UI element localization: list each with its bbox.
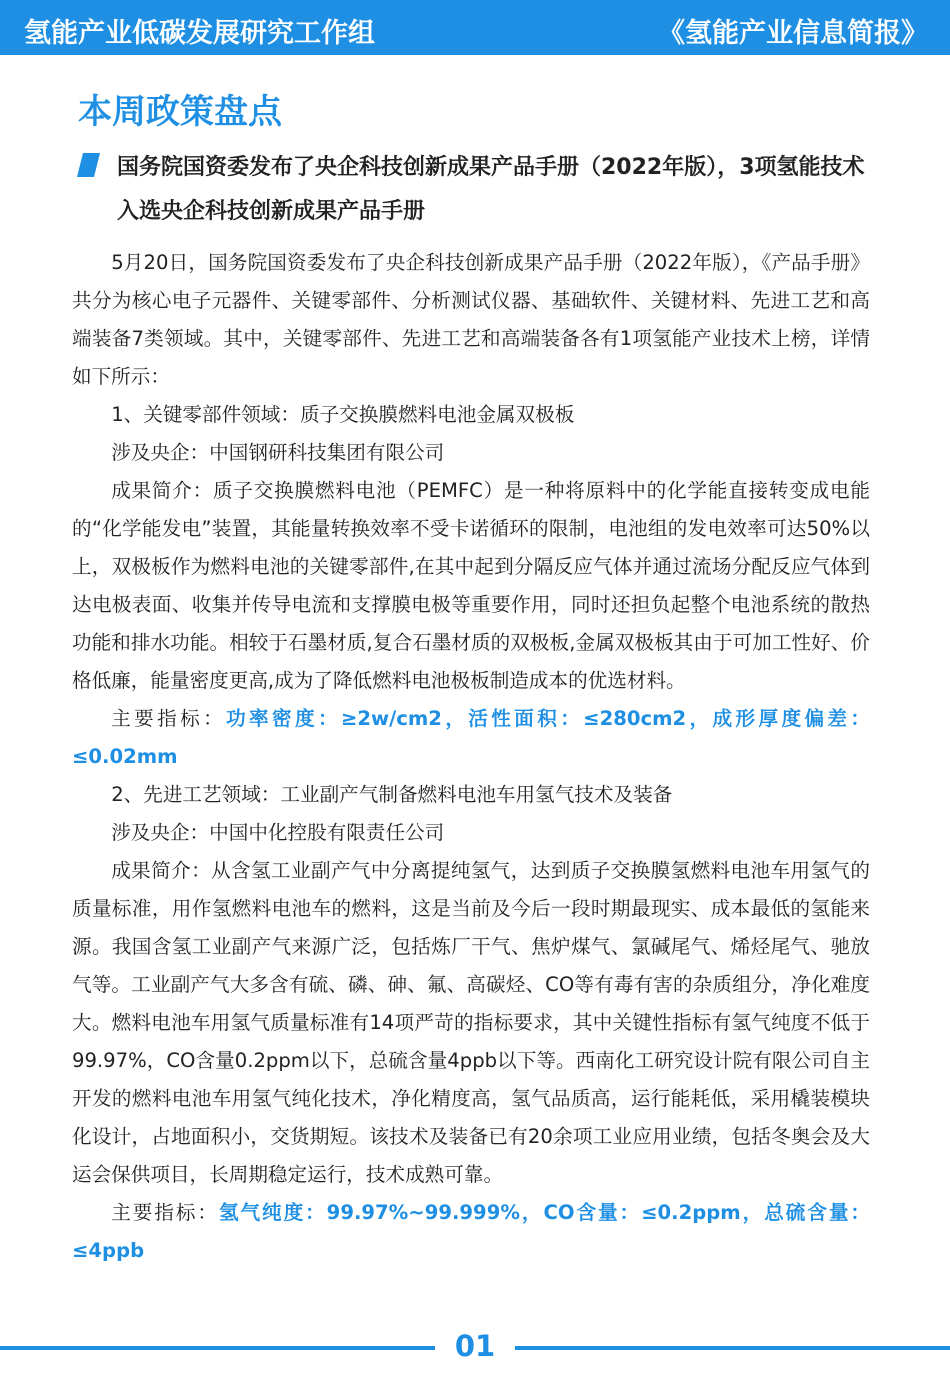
item2-summary: 成果简介：从含氢工业副产气中分离提纯氢气，达到质子交换膜氢燃料电池车用氢气的质量标准，用作氢燃料电池车的燃料，这是当前及今后一段时期最现实、成本最低的氢能来源。我国含氢工业副产气来源广泛，包括炼厂干气、焦炉煤气、氯碱尾气、烯烃尾气、驰放气等。工业副产气大多含有硫、磷、砷、氟、高碳烃、CO等有毒有害的杂质组分，净化难度大。燃料电池车用氢气质量标准有14项严苛的指标要求，其中关键性指标有氢气纯度不低于99.97%，CO含量0.2ppm以下，总硫含量4ppb以下等。西南化工研究设计院有限公司自主开发的燃料电池车用氢气纯化技术，净化精度高，氢气品质高，运行能耗低，采用橇装模块化设计，占地面积小，交货期短。该技术及装备已有20余项工业应用业绩，包括冬奥会及大运会保供项目，长周期稳定运行，技术成熟可靠。	[72, 859, 870, 1186]
item1-indicators	[72, 700, 870, 776]
item1-company: 涉及央企：中国钢研科技集团有限公司	[111, 441, 445, 464]
article-title-block	[78, 146, 878, 234]
brief-name: 《氢能产业信息简报》	[658, 18, 928, 49]
title-marker-icon	[77, 153, 100, 177]
item1-indicator-value: 功率密度：≥2w/cm2，活性面积：≤280cm2，成形厚度偏差：≤0.02mm	[72, 707, 870, 768]
item1-summary: 成果简介：质子交换膜燃料电池（PEMFC）是一种将原料中的化学能直接转变成电能的“化学能发电”装置，其能量转换效率不受卡诺循环的限制，电池组的发电效率可达50%以上，双极板作为燃料电池的关键零部件,在其中起到分隔反应气体并通过流场分配反应气体到达电极表面、收集并传导电流和支撑膜电极等重要作用，同时还担负起整个电池系统的散热功能和排水功能。相较于石墨材质,复合石墨材质的双极板,金属双极板其由于可加工性好、价格低廉，能量密度更高,成为了降低燃料电池极板制造成本的优选材料。	[72, 479, 870, 692]
item2-company: 涉及央企：中国中化控股有限责任公司	[111, 821, 445, 844]
item2-indicators	[72, 1194, 870, 1270]
page-number: 01	[454, 1329, 496, 1363]
item2-field: 2、先进工艺领域：工业副产气制备燃料电池车用氢气技术及装备	[111, 783, 673, 806]
section-title: 本周政策盘点	[78, 92, 282, 132]
article-title: 国务院国资委发布了央企科技创新成果产品手册（2022年版），3项氢能技术入选央企科技创新成果产品手册	[117, 155, 865, 224]
item1-indicator-label: 主要指标：	[111, 707, 227, 730]
page-header	[0, 0, 950, 55]
item2-indicator-label: 主要指标：	[111, 1201, 219, 1224]
org-name: 氢能产业低碳发展研究工作组	[24, 18, 375, 49]
item2-indicator-value: 氢气纯度：99.97%~99.999%，CO含量：≤0.2ppm，总硫含量：≤4ppb	[72, 1201, 870, 1262]
article-body	[72, 244, 870, 1270]
item1-field: 1、关键零部件领域：质子交换膜燃料电池金属双极板	[111, 403, 575, 426]
intro-paragraph: 5月20日，国务院国资委发布了央企科技创新成果产品手册（2022年版），《产品手册》共分为核心电子元器件、关键零部件、分析测试仪器、基础软件、关键材料、先进工艺和高端装备7类领域。其中，关键零部件、先进工艺和高端装备各有1项氢能产业技术上榜，详情如下所示：	[72, 251, 870, 388]
